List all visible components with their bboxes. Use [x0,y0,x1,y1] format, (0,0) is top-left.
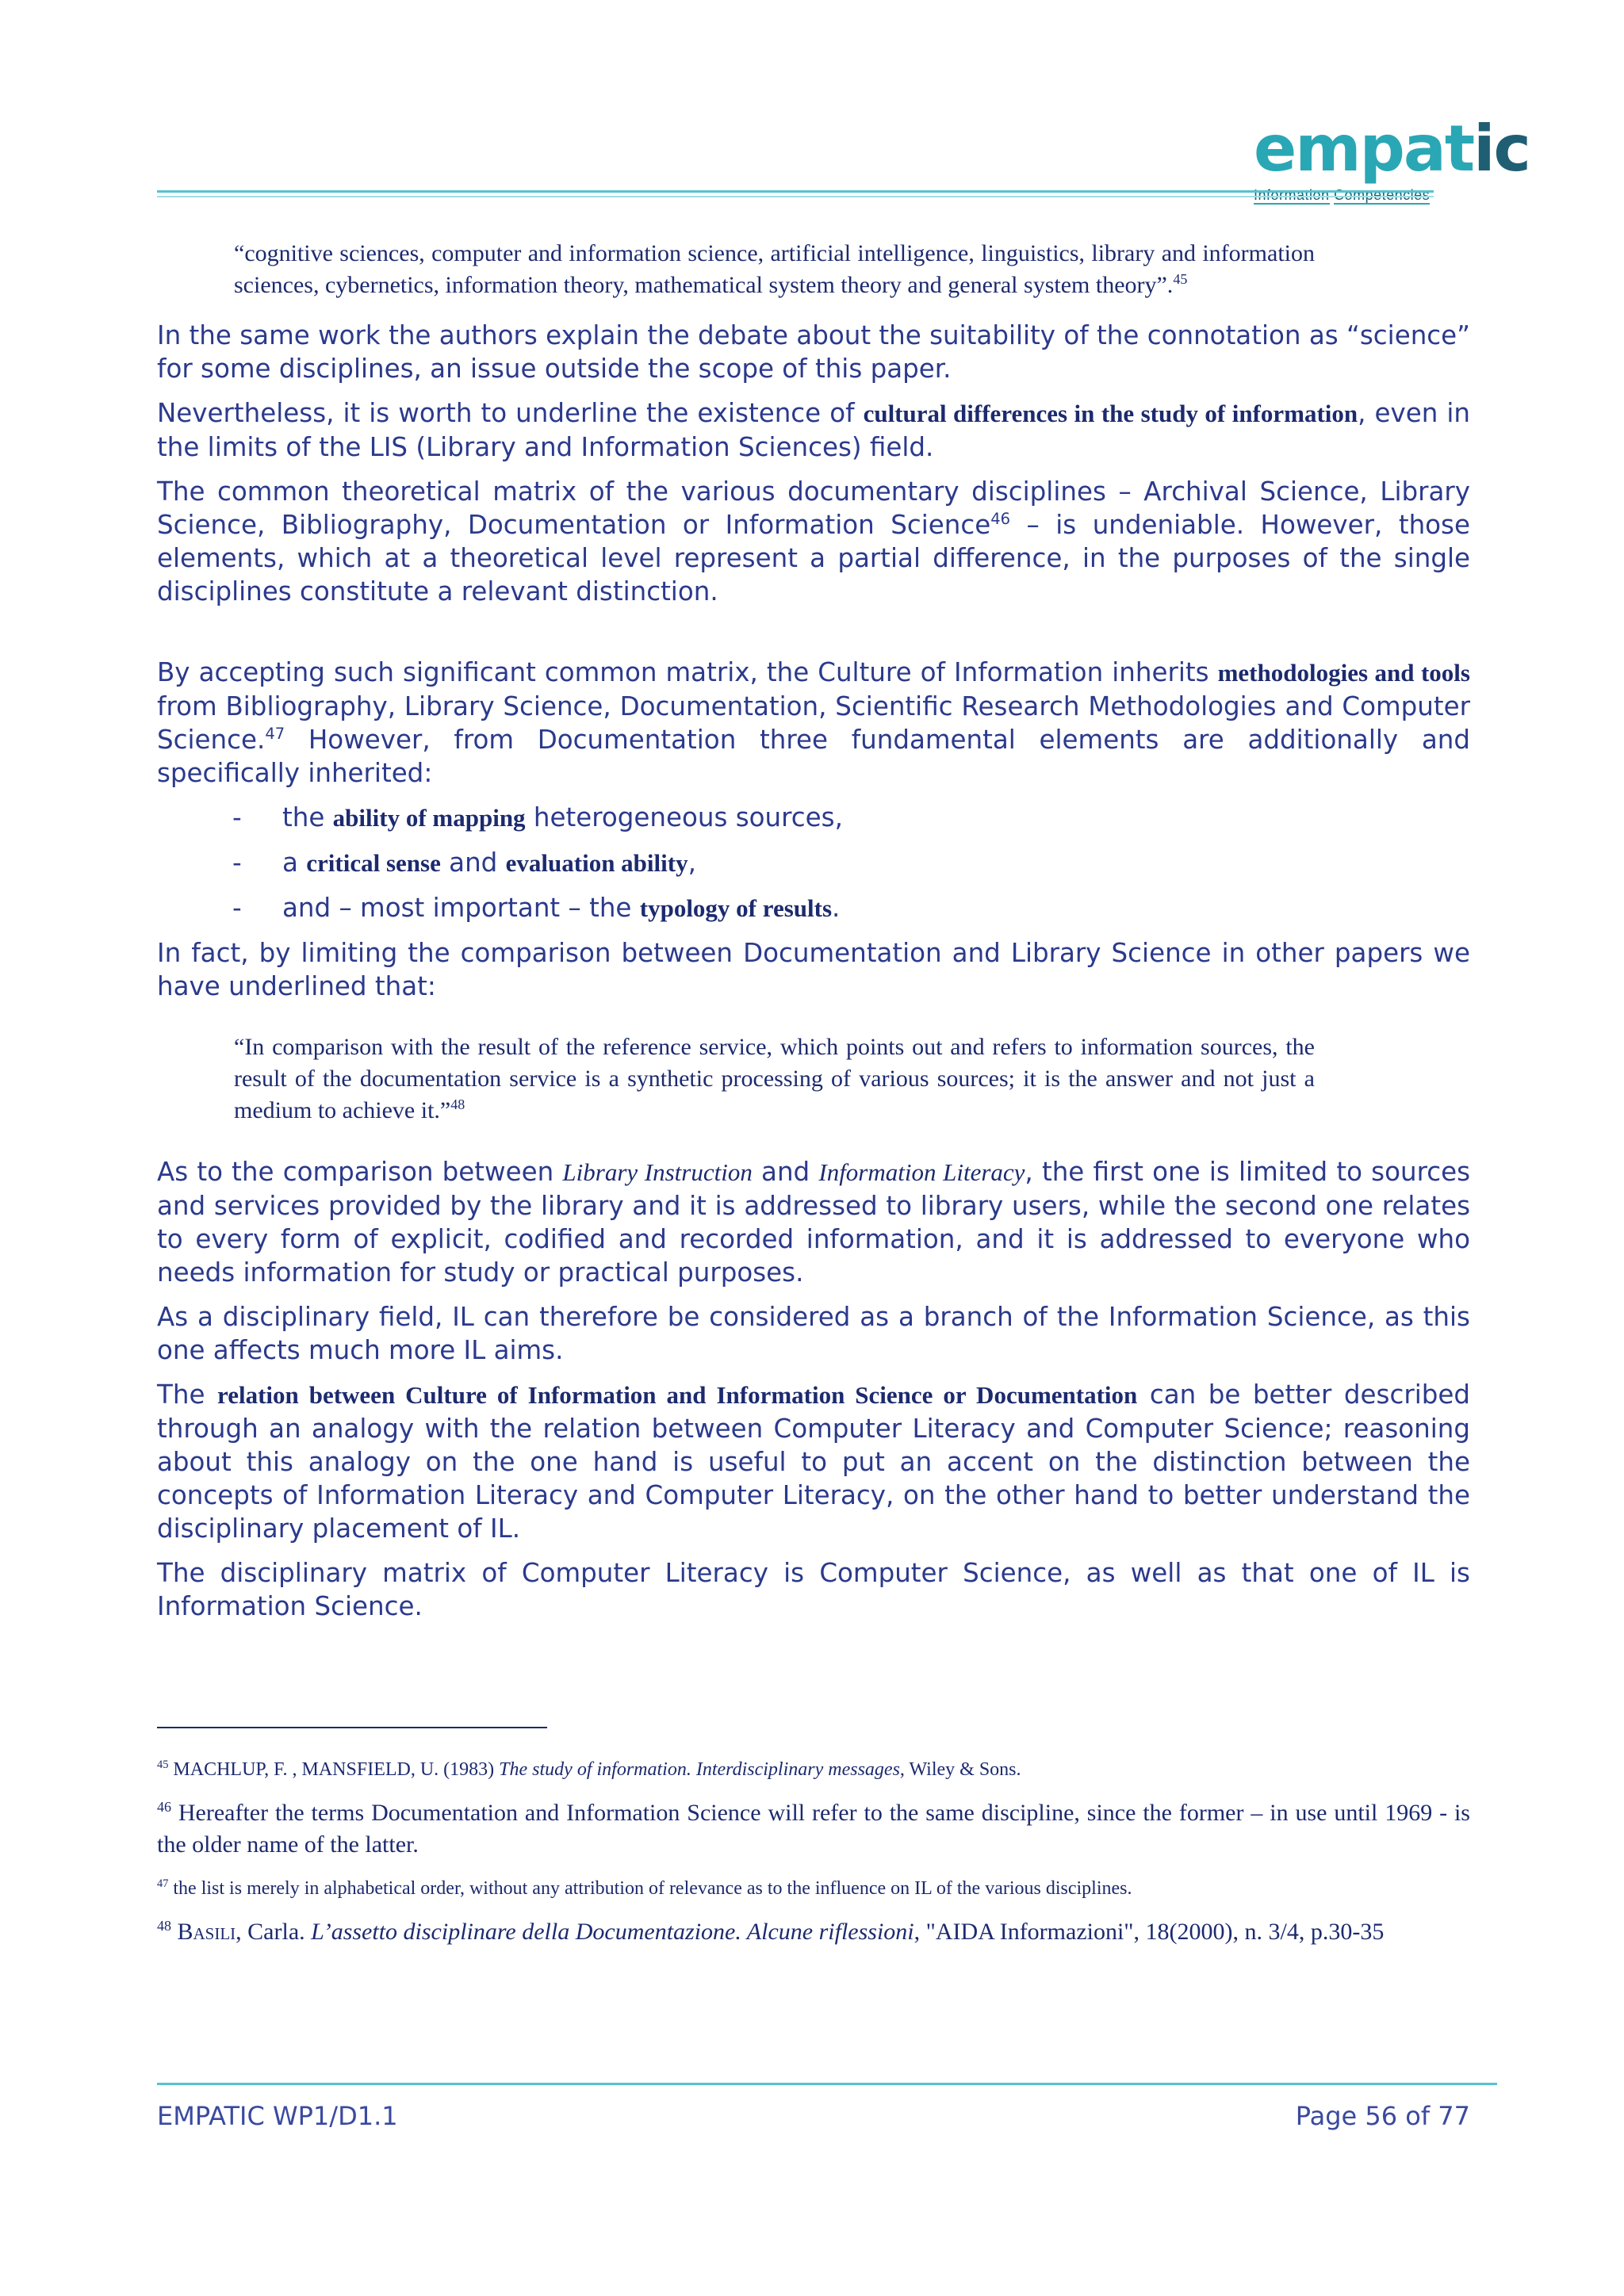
block-quote-1: “cognitive sciences, computer and information science, artificial intelligence, linguistics, library and information sciences, cybernetics, information theory, mathematical system theory and general system theory”.$^{45}$ [234,240,1315,298]
logo-wordmark: empatic [1254,112,1530,186]
list-item: - a critical sense and evaluation ability, [232,848,696,878]
header-rule-secondary [157,196,1434,197]
paragraph-5: In fact, by limiting the comparison between Documentation and Library Science in other papers we have underlined that: [157,938,1470,1001]
footnotes [157,1756,1470,1962]
paragraph-9: The disciplinary matrix of Computer Literacy is Computer Science, as well as that one of IL is Information Science. [157,1558,1470,1621]
footer-rule [157,2083,1497,2085]
paragraph-2: Nevertheless, it is worth to underline the existence of cultural differences in the study of information, even in the limits of the LIS (Library and Information Sciences) field. [157,398,1470,462]
footnote-47: $^{47}$ the list is merely in alphabetical order, without any attribution of relevance as to the influence on IL of the various disciplines. [157,1877,1132,1899]
footnote-45: $^{45}$ MACHLUP, F. , MANSFIELD, U. (1983) The study of information. Interdisciplinary messages, Wiley & Sons. [157,1758,1021,1780]
footnote-48: $^{48}$ Basili, Carla. L’assetto disciplinare della Documentazione. Alcune riflessioni, "AIDA Informazioni", 18(2000), n. 3/4, p.30-35 [157,1918,1385,1945]
empatic-logo [1225,109,1530,228]
footnote-ref-48[interactable]: 48 [450,1096,465,1112]
footnote-separator [157,1727,547,1728]
header-rule [157,190,1434,193]
footnote-ref-45[interactable]: 45 [1173,271,1188,287]
paragraph-7: As a disciplinary field, IL can therefore be considered as a branch of the Information Science, as this one affects much more IL aims. [157,1302,1470,1365]
page-number: Page 56 of 77 [1295,2101,1470,2131]
logo-subtitle: Information Competencies [1254,187,1431,203]
paragraph-3: The common theoretical matrix of the various documentary disciplines – Archival Science, Library Science, Bibliography, Documentation or Information Science$^{46}$ – is undeniable. However, those elements, which at a theoretical level represent a partial difference, in the purposes of the single disciplines constitute a relevant distinction. [157,476,1470,607]
footnote-ref-46[interactable]: 46 [990,510,1011,529]
footnote-46: $^{46}$ Hereafter the terms Documentation and Information Science will refer to the same discipline, since the former – in use until 1969 - is the older name of the latter. [157,1799,1470,1858]
inherited-elements-list [157,801,1470,925]
list-item: - and – most important – the typology of results. [232,893,841,923]
block-quote-2: “In comparison with the result of the reference service, which points out and refers to information sources, the result of the documentation service is a synthetic processing of various sources; it is the answer and not just a medium to achieve it.”$^{48}$ [234,1034,1315,1123]
paragraph-8: The relation between Culture of Information and Information Science or Documentation can be better described through an analogy with the relation between Computer Literacy and Computer Science; reasoning about this analogy on the one hand is useful to put an accent on the distinction between the concepts of Information Literacy and Computer Literacy, on the other hand to better understand the disciplinary placement of IL. [157,1380,1471,1544]
paragraph-1: In the same work the authors explain the debate about the suitability of the connotation as “science” for some disciplines, an issue outside the scope of this paper. [157,320,1470,384]
paragraph-6: As to the comparison between Library Instruction and Information Literacy, the first one is limited to sources and services provided by the library and it is addressed to library users, while the second one relates to every form of explicit, codified and recorded information, and it is addressed to everyone who needs information for study or practical purposes. [157,1157,1471,1288]
emphasis-relation: relation between Culture of Information and Information Science or Documentation [217,1381,1138,1409]
emphasis-methodologies: methodologies and tools [1217,659,1470,687]
list-item: - the ability of mapping heterogeneous sources, [232,802,843,832]
paragraph-4: By accepting such significant common matrix, the Culture of Information inherits methodologies and tools from Bibliography, Library Science, Documentation, Scientific Research Methodologies and Computer Science.$^{47}$ However, from Documentation three fundamental elements are additionally and specifically inherited: [157,657,1470,788]
footnote-ref-47[interactable]: 47 [265,725,285,744]
document-id: EMPATIC WP1/D1.1 [157,2101,398,2131]
page-body [157,238,1470,1623]
emphasis-cultural-differences: cultural differences in the study of information [863,400,1358,427]
